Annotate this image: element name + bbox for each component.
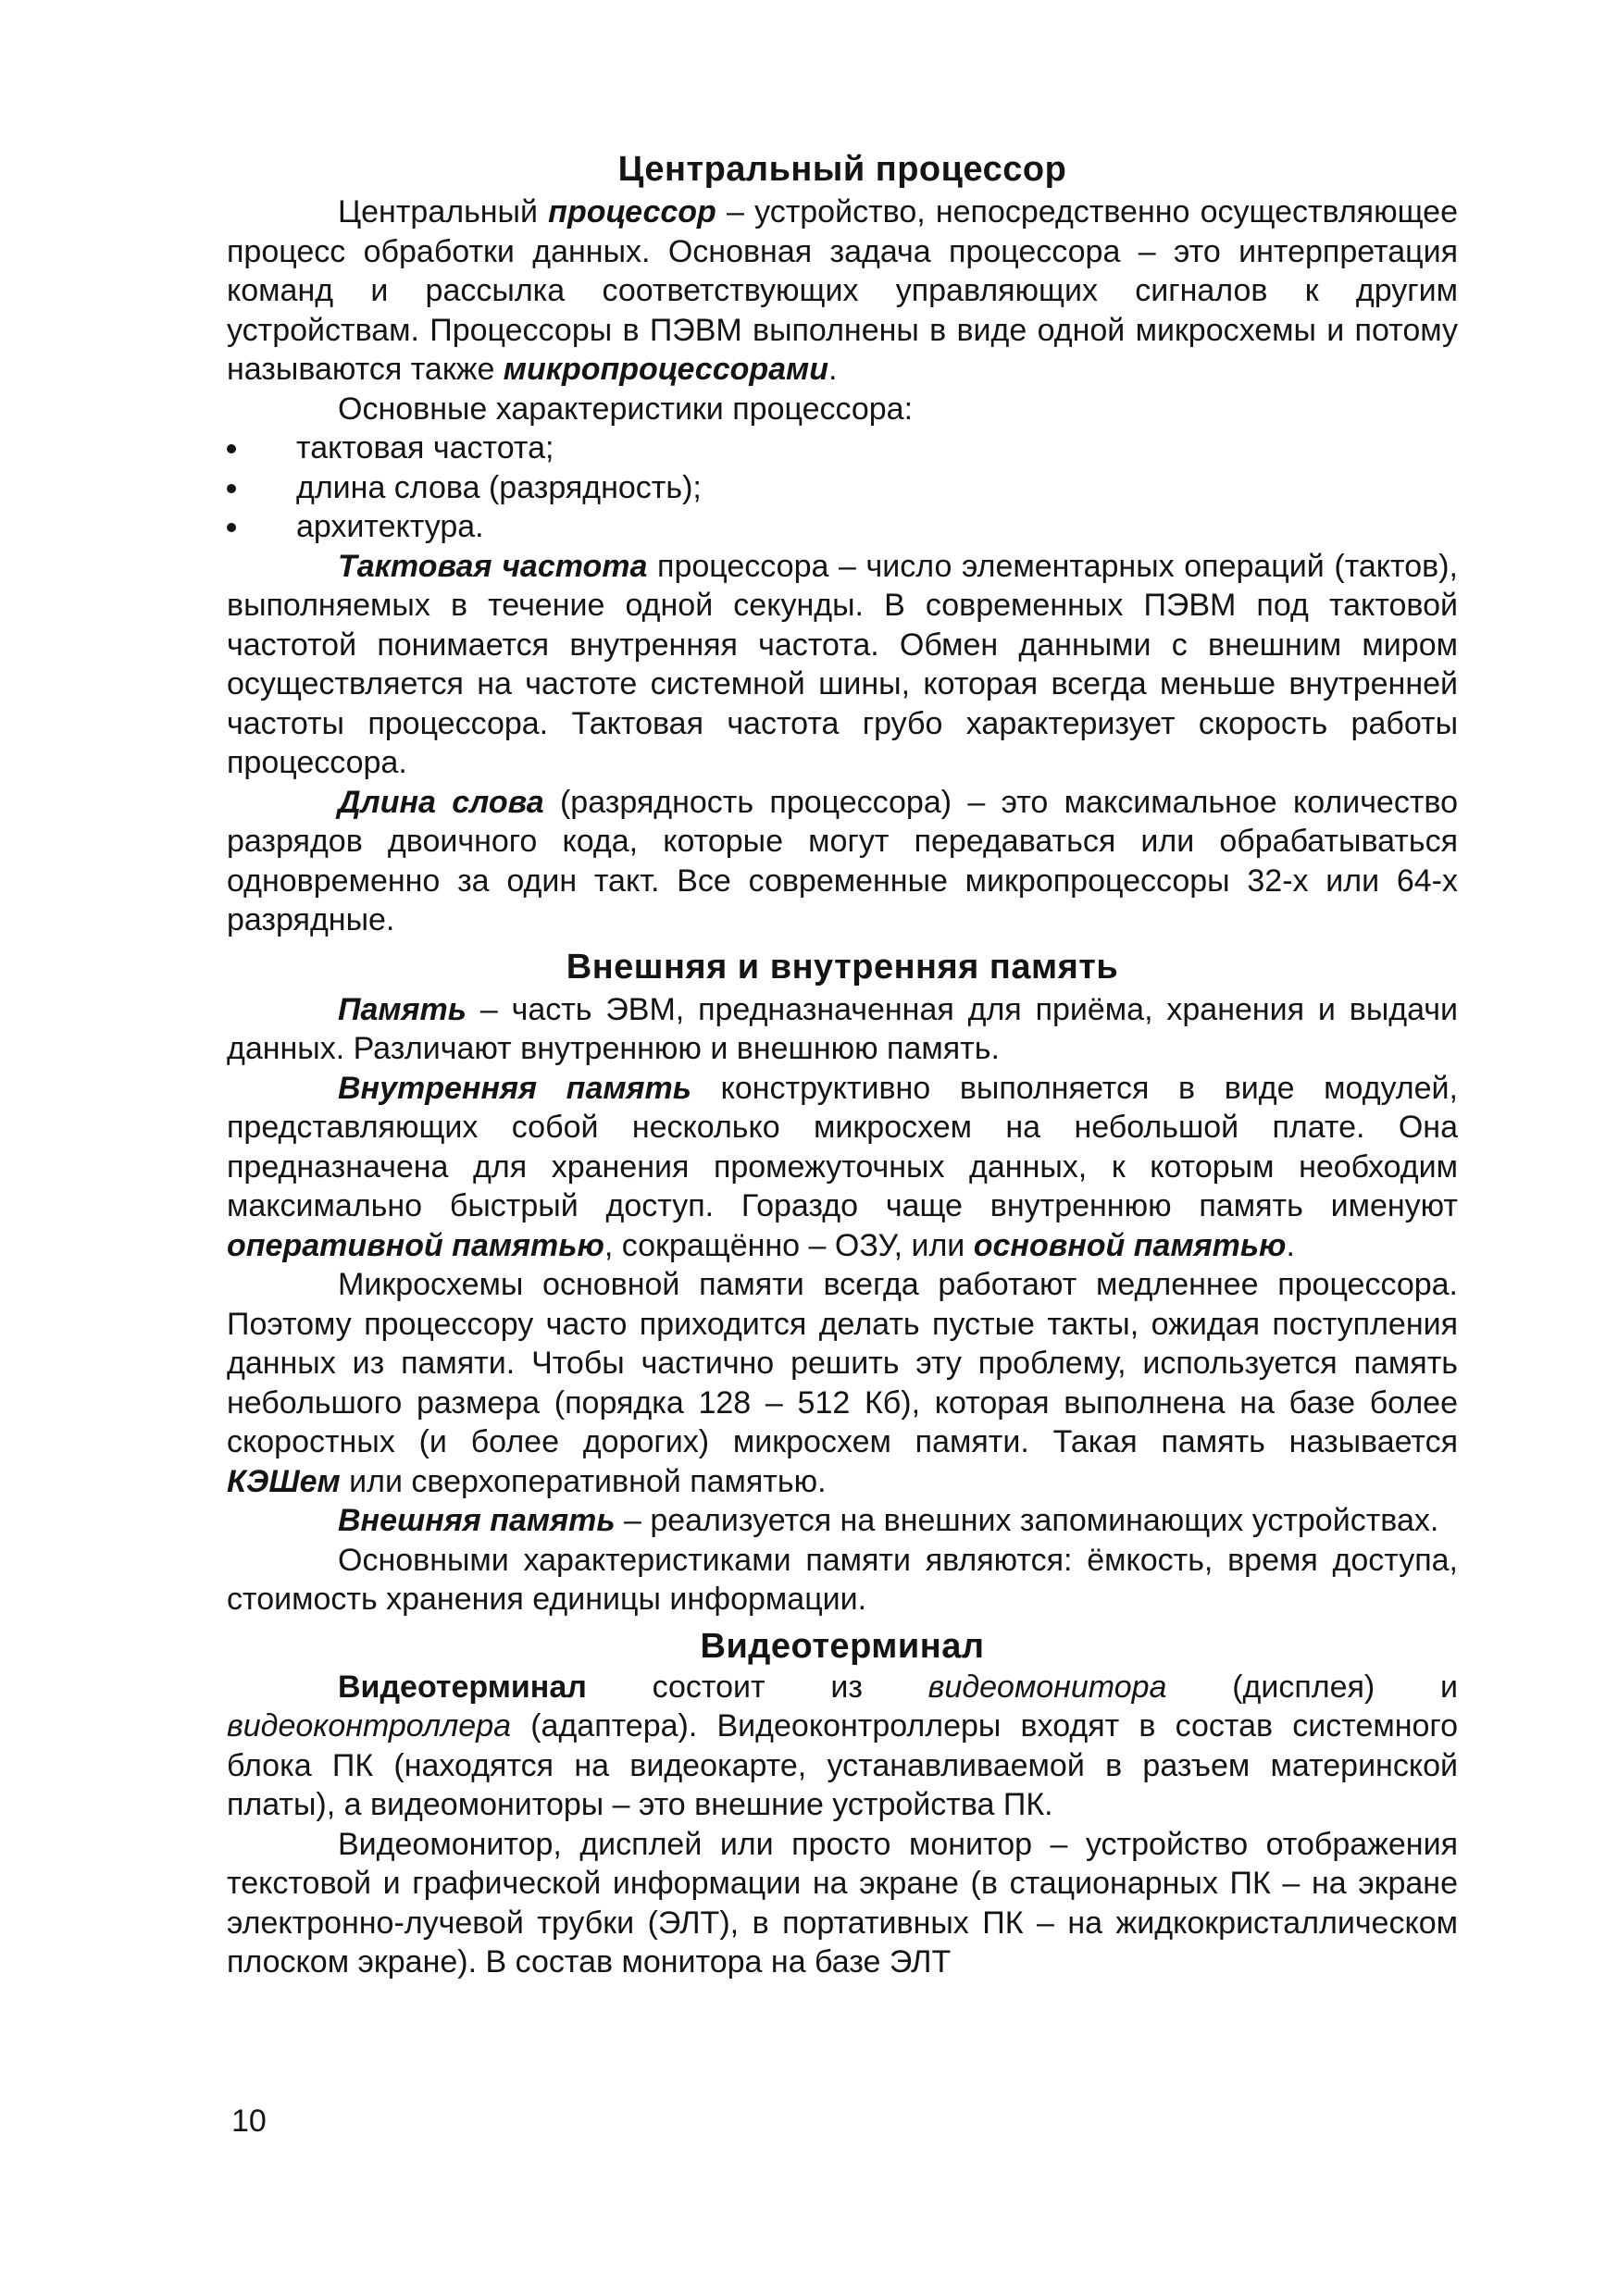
text-run: Микросхемы основной памяти всегда работают медленнее процессора. Поэтому процессору часто приходится делать пустые такты, ожидая поступления данных из памяти. Чтобы частично решить эту проблему, используется память небольшого размера (порядка 128 – 512 Кб), которая выполнена на базе более скоростных (и более дорогих) микросхем памяти. Такая память называется (227, 1267, 1458, 1459)
list-item-word-length: длина слова (разрядность); (227, 468, 1458, 508)
term-main-memory: основной памятью (973, 1227, 1287, 1263)
page-content (227, 148, 1458, 1982)
term-operative-memory: оперативной памятью (227, 1227, 604, 1263)
text-run: конструктивно выполняется в виде модулей, представляющих собой несколько микросхем на небольшой плате. Она предназначена для хранения промежуточных данных, к которым необходим максимально быстрый доступ. Гораздо чаще внутреннюю память именуют (227, 1070, 1458, 1223)
characteristics-list (227, 428, 1458, 547)
paragraph-external-memory (227, 1501, 1458, 1541)
paragraph-memory-definition (227, 990, 1458, 1069)
text-run: , сокращённо – ОЗУ, или (604, 1227, 974, 1263)
text-run: или сверхоперативной памятью. (340, 1463, 827, 1499)
term-internal-memory: Внутренняя память (338, 1070, 691, 1106)
term-memory: Память (338, 991, 467, 1027)
heading-external-internal-memory: Внешняя и внутренняя память (566, 947, 1119, 987)
paragraph-videoterminal (227, 1668, 1458, 1825)
text-run: Центральный (338, 194, 549, 230)
term-external-memory: Внешняя память (338, 1503, 616, 1538)
paragraph-memory-characteristics: Основными характеристиками памяти являются: ёмкость, время доступа, стоимость хранения единицы информации. (227, 1542, 1458, 1617)
text-run: (адаптера). Видеоконтроллеры входят в состав системного блока ПК (находятся на видеокарте, устанавливаемой в разъем материнской платы), а видеомониторы – это внешние устройства ПК. (227, 1708, 1458, 1822)
heading-central-processor: Центральный процессор (617, 150, 1067, 189)
paragraph-internal-memory (227, 1069, 1458, 1266)
heading-videoterminal: Видеотерминал (700, 1626, 985, 1666)
list-item-architecture: архитектура. (227, 507, 1458, 547)
page-number: 10 (231, 2104, 267, 2139)
text-run: (дисплея) и (1166, 1669, 1459, 1705)
text-run: процессора – число элементарных операций (тактов), выполняемых в течение одной секунды. В современных ПЭВМ под тактовой частотой понимается внутренняя частота. Обмен данными с внешним миром осуществляется на частоте системной шины, которая всегда меньше внутренней частоты процессора. Тактовая частота грубо характеризует скорость работы процессора. (227, 548, 1458, 780)
text-run: (разрядность процессора) – это максимальное количество разрядов двоичного кода, которые могут передаваться или обрабатываться одновременно за один такт. Все современные микропроцессоры 32-х или 64-х разрядные. (227, 784, 1459, 937)
text-run: – устройство, непосредственно осуществляющее процесс обработки данных. Основная задача процессора – это интерпретация команд и рассылка соответствующих управляющих сигналов к другим устройствам. Процессоры в ПЭВМ выполнены в виде одной микросхемы и потому называются также (227, 194, 1458, 387)
term-videocontroller: видеоконтроллера (227, 1708, 512, 1744)
paragraph-videomonitor: Видеомонитор, дисплей или просто монитор – устройство отображения текстовой и графической информации на экране (в стационарных ПК – на экране электронно-лучевой трубки (ЭЛТ), в портативных ПК – на жидкокристаллическом плоском экране). В состав монитора на базе ЭЛТ (227, 1826, 1458, 1980)
text-run: . (1286, 1227, 1295, 1263)
paragraph-word-length (227, 783, 1458, 940)
paragraph-clock-rate (227, 547, 1458, 783)
term-cache: КЭШем (227, 1463, 341, 1499)
paragraph-main-characteristics: Основные характеристики процессора: (338, 391, 914, 427)
term-processor: процессор (548, 194, 716, 230)
paragraph-processor-definition (227, 192, 1458, 390)
list-item-clock-rate: тактовая частота; (227, 428, 1458, 468)
text-run: – часть ЭВМ, предназначенная для приёма, хранения и выдачи данных. Различают внутреннюю и внешнюю память. (227, 991, 1458, 1066)
paragraph-cache-memory (227, 1265, 1458, 1501)
term-word-length: Длина слова (338, 784, 544, 820)
term-videoterminal: Видеотерминал (338, 1669, 587, 1705)
text-run: состоит из (586, 1669, 928, 1705)
term-clock-rate: Тактовая частота (338, 548, 648, 584)
term-microprocessors: микропроцессорами (503, 352, 828, 387)
text-run: – реализуется на внешних запоминающих устройствах. (615, 1503, 1439, 1538)
text-run: . (828, 352, 838, 387)
term-videomonitor: видеомонитора (927, 1669, 1167, 1705)
